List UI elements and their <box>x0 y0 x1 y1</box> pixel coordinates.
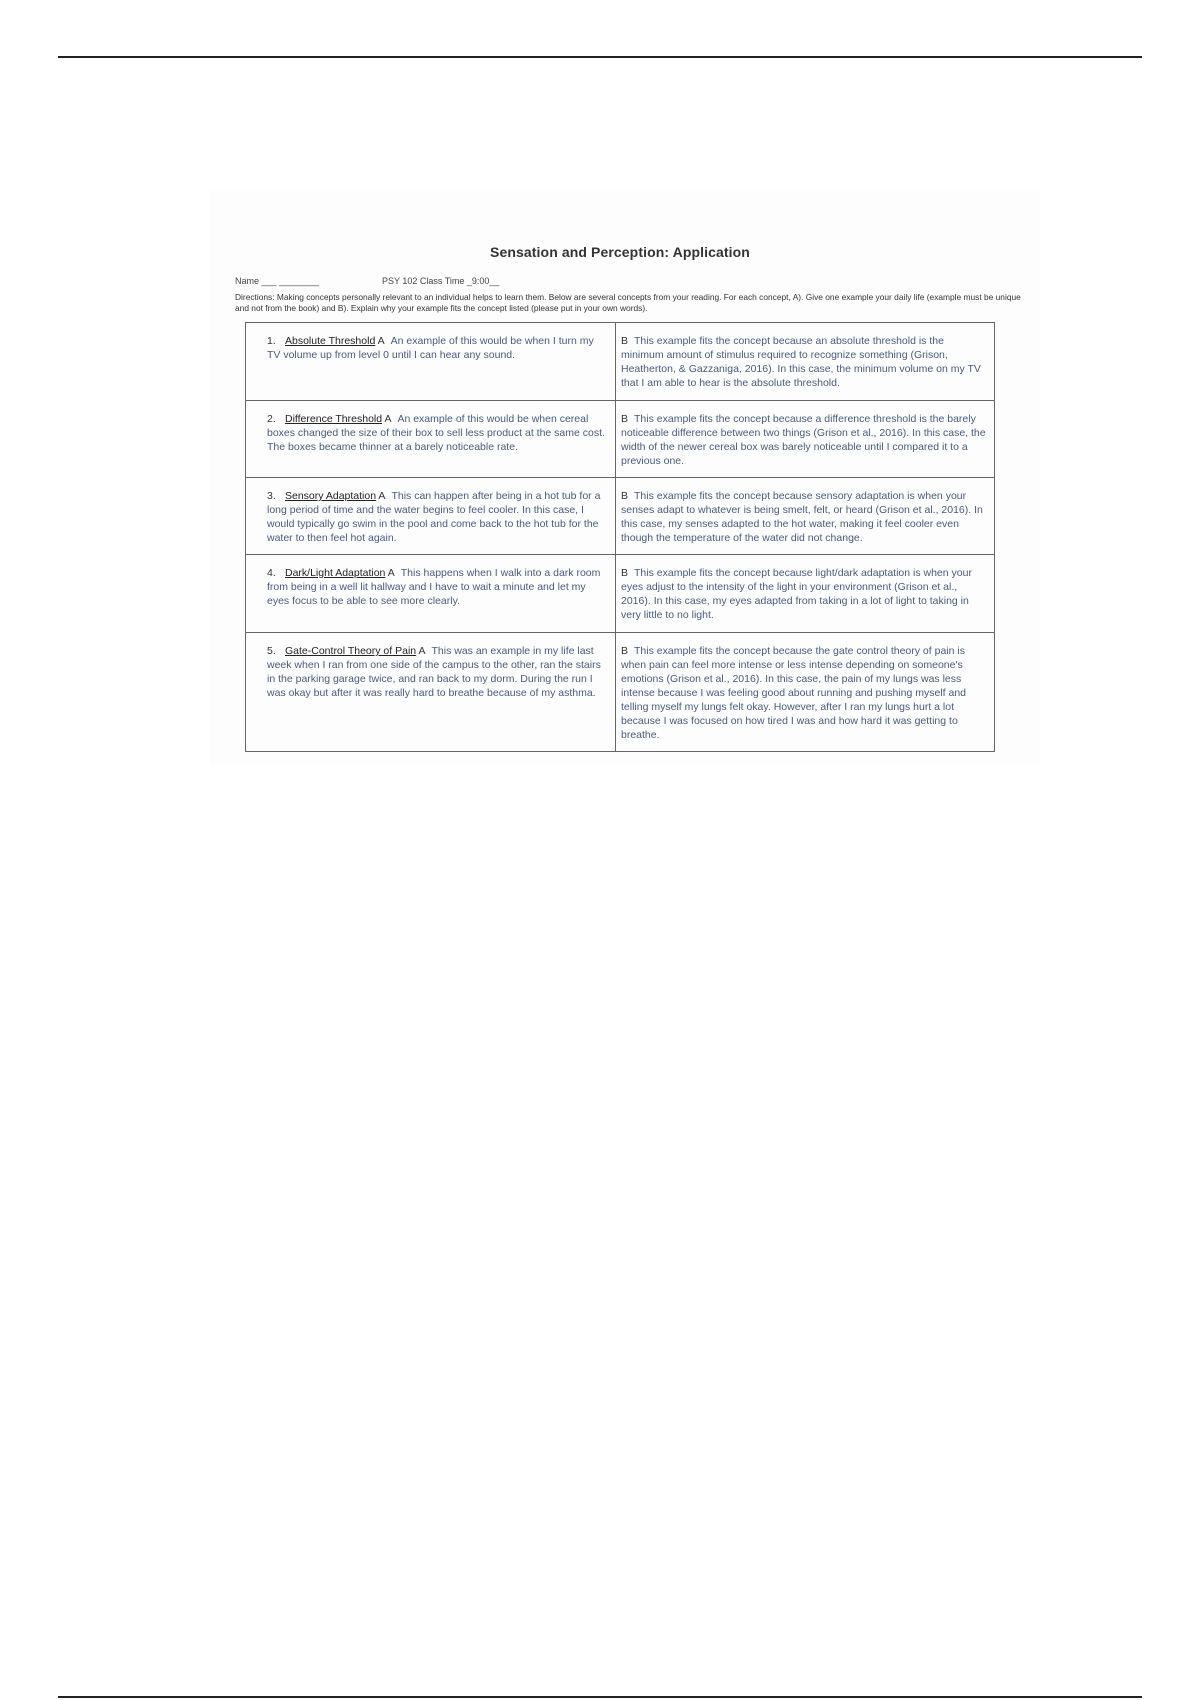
part-b-label: B <box>621 567 629 579</box>
part-a-label: A <box>378 490 386 502</box>
row-number: 4. <box>267 567 276 579</box>
class-time-line: PSY 102 Class Time _9:00__ <box>382 276 500 286</box>
explanation-cell <box>621 412 989 468</box>
directions-text: Directions: Making concepts personally relevant to an individual helps to learn them. Below are several concepts from your reading. For each concept, A). Give one example your daily life (example must be unique and not from the book) and B). Explain why your example fits the concept listed (please put in your own words). <box>235 292 1021 313</box>
part-a-text: This was an example in my life last week when I ran from one side of the campus to the other, ran the stairs in the parking garage twice, and ran back to my dorm. During the run I was okay but after it was really hard to breathe because of my asthma. <box>267 645 601 699</box>
part-a-text: This happens when I walk into a dark room from being in a well lit hallway and I have to wait a minute and let my eyes focus to be able to see more clearly. <box>267 567 601 607</box>
row-number: 1. <box>267 335 276 347</box>
example-cell <box>267 644 607 700</box>
part-a-text: This can happen after being in a hot tub for a long period of time and the water begins to feel cooler. In this case, I would typically go swim in the pool and come back to the hot tub for the water to then feel hot again. <box>267 490 601 544</box>
table-row <box>245 632 995 751</box>
part-b-text: This example fits the concept because sensory adaptation is when your senses adapt to whatever is being smelt, felt, or heard (Grison et al., 2016). In this case, my senses adapted to the hot water, making it feel cooler even though the temperature of the water did not change. <box>621 490 983 544</box>
explanation-cell <box>621 489 989 545</box>
part-a-text: An example of this would be when cereal boxes changed the size of their box to sell less product at the same cost. The boxes became thinner at a barely noticeable rate. <box>267 413 605 453</box>
explanation-cell <box>621 644 989 742</box>
explanation-cell <box>621 566 989 622</box>
example-cell <box>267 412 607 454</box>
scanned-document <box>210 190 1040 765</box>
part-a-text: An example of this would be when I turn my TV volume up from level 0 until I can hear any sound. <box>267 335 594 361</box>
bottom-rule <box>58 1696 1142 1698</box>
part-b-label: B <box>621 645 629 657</box>
example-cell <box>267 566 607 608</box>
part-a-label: A <box>384 413 392 425</box>
concept-name: Absolute Threshold <box>285 335 376 347</box>
example-cell <box>267 489 607 545</box>
concept-name: Dark/Light Adaptation <box>285 567 386 579</box>
part-b-text: This example fits the concept because a difference threshold is the barely noticeable difference between two things (Grison et al., 2016). In this case, the width of the newer cereal box was barely noticeable until I compared it to a previous one. <box>621 413 986 467</box>
table-row <box>245 477 995 554</box>
row-number: 3. <box>267 490 276 502</box>
part-b-label: B <box>621 335 629 347</box>
part-b-label: B <box>621 413 629 425</box>
concept-name: Difference Threshold <box>285 413 383 425</box>
top-rule <box>58 56 1142 58</box>
table-row <box>245 322 995 400</box>
part-b-text: This example fits the concept because light/dark adaptation is when your eyes adjust to the intensity of the light in your environment (Grison et al., 2016). In this case, my eyes adapted from taking in a lot of light to taking in very little to no light. <box>621 567 972 621</box>
table-row <box>245 400 995 477</box>
part-b-label: B <box>621 490 629 502</box>
part-b-text: This example fits the concept because an absolute threshold is the minimum amount of stimulus required to recognize something (Grison, Heatherton, & Gazzaniga, 2016). In this case, the minimum volume on my TV that I am able to hear is the absolute threshold. <box>621 335 981 389</box>
name-line: Name ___ ________ <box>235 276 320 286</box>
explanation-cell <box>621 334 989 390</box>
concept-name: Gate-Control Theory of Pain <box>285 645 417 657</box>
row-number: 2. <box>267 413 276 425</box>
concept-name: Sensory Adaptation <box>285 490 377 502</box>
row-divider <box>245 751 995 752</box>
part-a-label: A <box>387 567 395 579</box>
part-a-label: A <box>377 335 385 347</box>
table-row <box>245 554 995 632</box>
part-a-label: A <box>418 645 426 657</box>
example-cell <box>267 334 607 362</box>
part-b-text: This example fits the concept because the gate control theory of pain is when pain can feel more intense or less intense depending on someone's emotions (Grison et al., 2016). In this case, the pain of my lungs was less intense because I was feeling good about running and pushing myself and telling myself my lungs felt okay. However, after I ran my lungs hurt a lot because I was focused on how tired I was and how hard it was getting to breathe. <box>621 645 966 741</box>
document-title: Sensation and Perception: Application <box>490 244 750 260</box>
row-number: 5. <box>267 645 276 657</box>
concept-table <box>245 322 995 752</box>
